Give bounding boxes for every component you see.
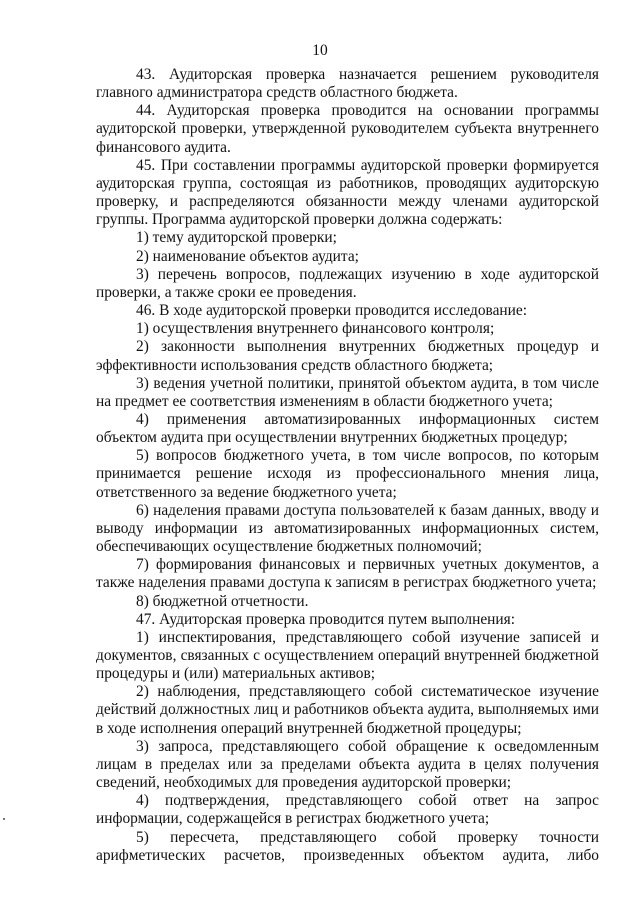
- list-item: 5) пересчета, представляющего собой проверку точности арифметических расчетов, произведенных объектом аудита, либо: [96, 828, 599, 864]
- paragraph-45: 45. При составлении программы аудиторской проверки формируется аудиторская группа, состоящая из работников, проводящих аудиторскую проверку, и распределяются обязанности между членами аудиторской группы. Программа аудиторской проверки должна содержать:: [96, 156, 599, 229]
- paragraph-44: 44. Аудиторская проверка проводится на основании программы аудиторской проверки, утвержденной руководителем субъекта внутреннего финансового аудита.: [96, 102, 599, 156]
- list-item: 5) вопросов бюджетного учета, в том числе вопросов, по которым принимается решение исходя из профессионального мнения лица, ответственного за ведение бюджетного учета;: [96, 447, 599, 501]
- list-item: 6) наделения правами доступа пользователей к базам данных, вводу и выводу информации из автоматизированных информационных систем, обеспечивающих осуществление бюджетных полномочий;: [96, 501, 599, 556]
- list-item: 3) перечень вопросов, подлежащих изучению в ходе аудиторской проверки, а также сроки ее проведения.: [96, 265, 599, 301]
- paragraph-47: 47. Аудиторская проверка проводится путем выполнения:: [136, 610, 515, 628]
- list-item: 7) формирования финансовых и первичных учетных документов, а также наделения правами доступа к записям в регистрах бюджетного учета;: [96, 556, 599, 592]
- margin-mark: [3, 818, 5, 820]
- paragraph-43: 43. Аудиторская проверка назначается решением руководителя главного администратора средств областного бюджета.: [96, 66, 599, 102]
- list-item: 2) законности выполнения внутренних бюджетных процедур и эффективности использования средств областного бюджета;: [96, 338, 599, 374]
- list-item: 3) запроса, представляющего собой обращение к осведомленным лицам в пределах или за пределами объекта аудита в целях получения сведений, необходимых для проведения аудиторской проверки;: [96, 737, 599, 792]
- list-item: 4) применения автоматизированных информационных систем объектом аудита при осуществлении внутренних бюджетных процедур;: [96, 410, 599, 447]
- document-body: [96, 66, 599, 865]
- list-item: 1) осуществления внутреннего финансового контроля;: [136, 320, 495, 338]
- list-item: 8) бюджетной отчетности.: [136, 592, 309, 610]
- list-item: 2) наблюдения, представляющего собой систематическое изучение действий должностных лиц и работников объекта аудита, выполняемых ими в ходе исполнения операций внутренней бюджетной процедуры;: [96, 683, 599, 737]
- list-item: 4) подтверждения, представляющего собой ответ на запрос информации, содержащейся в регистрах бюджетного учета;: [96, 792, 599, 828]
- list-item: 1) инспектирования, представляющего собой изучение записей и документов, связанных с осуществлением операций внутренней бюджетной процедуры и (или) материальных активов;: [96, 628, 599, 683]
- paragraph-46: 46. В ходе аудиторской проверки проводится исследование:: [136, 302, 528, 320]
- list-item: 2) наименование объектов аудита;: [136, 247, 359, 265]
- list-item: 3) ведения учетной политики, принятой объектом аудита, в том числе на предмет ее соответствия изменениям в области бюджетного учета;: [96, 374, 599, 410]
- page-number: 10: [312, 42, 328, 59]
- list-item: 1) тему аудиторской проверки;: [136, 229, 337, 247]
